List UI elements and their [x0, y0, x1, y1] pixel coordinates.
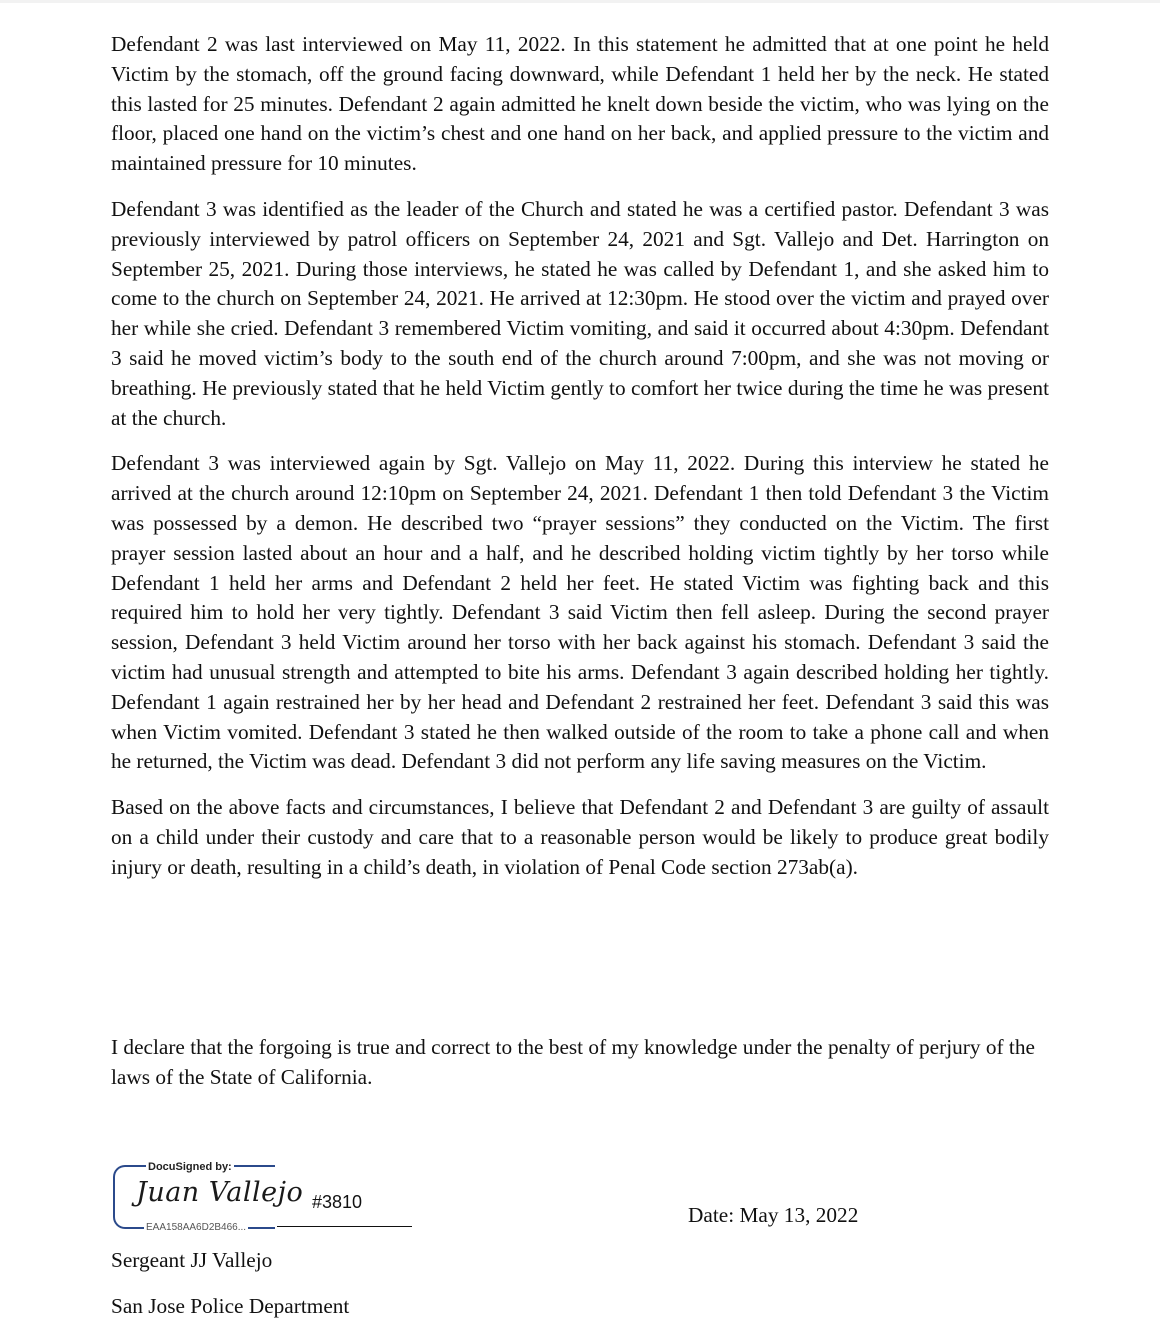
signature-line — [277, 1226, 412, 1227]
handwritten-signature: Juan Vallejo — [136, 1177, 304, 1208]
docusigned-label: DocuSigned by: — [148, 1161, 232, 1173]
docusign-envelope-id: EAA158AA6D2B466... — [146, 1222, 247, 1233]
paragraph-defendant-2-interview: Defendant 2 was last interviewed on May 11, 2022. In this statement he admitted that at one point he held Victim by the stomach, off the ground facing downward, while Defendant 1 held her by the neck. He stated this lasted for 25 minutes. Defendant 2 again admitted he knelt down beside the victim, who was lying on the floor, placed one hand on the victim’s chest and one hand on her back, and applied pressure to the victim and maintained pressure for 10 minutes. — [111, 32, 1049, 176]
paragraph-defendant-3-second-interview: Defendant 3 was interviewed again by Sgt. Vallejo on May 11, 2022. During this interview he stated he arrived at the church around 12:10pm on September 24, 2021. Defendant 1 then told Defendant 3 the Victim was possessed by a demon. He described two “prayer sessions” they conducted on the Victim. The first prayer session lasted about an hour and a half, and he described holding victim tightly by her torso while Defendant 1 held her arms and Defendant 2 held her feet. He stated Victim was fighting back and this required him to hold her very tightly. Defendant 3 said Victim then fell asleep. During the second prayer session, Defendant 3 held Victim around her torso with her back against his stomach. Defendant 3 said the victim had unusual strength and attempted to bite his arms. Defendant 3 again described holding her tightly. Defendant 1 again restrained her by her head and Defendant 2 restrained her feet. Defendant 3 said this was when Victim vomited. Defendant 3 stated he then walked outside of the room to take a phone call and when he returned, the Victim was dead. Defendant 3 did not perform any life saving measures on the Victim. — [111, 451, 1049, 774]
signature-date: Date: May 13, 2022 — [688, 1203, 859, 1227]
document-body — [111, 30, 1049, 883]
signer-name: Sergeant JJ Vallejo — [111, 1248, 273, 1272]
paragraph-defendant-3-first-interview: Defendant 3 was identified as the leader of the Church and stated he was a certified pastor. Defendant 3 was previously interviewed by patrol officers on September 24, 2021 and Sgt. Vallejo and Det. Harrington on September 25, 2021. During those interviews, he stated he was called by Defendant 1, and she asked him to come to the church on September 24, 2021. He arrived at 12:30pm. He stood over the victim and prayed over her while she cried. Defendant 3 remembered Victim vomiting, and said it occurred about 4:30pm. Defendant 3 said he moved victim’s body to the south end of the church around 7:00pm, and she was not moving or breathing. He previously stated that he held Victim gently to comfort her twice during the time he was present at the church. — [111, 196, 1049, 430]
declaration-statement: I declare that the forgoing is true and correct to the best of my knowledge under the penalty of perjury of the laws of the State of California. — [111, 1035, 1035, 1089]
paragraph-conclusion: Based on the above facts and circumstances, I believe that Defendant 2 and Defendant 3 are guilty of assault on a child under their custody and care that to a reasonable person would be likely to produce great bodily injury or death, resulting in a child’s death, in violation of Penal Code section 273ab(a). — [111, 795, 1049, 879]
signer-department: San Jose Police Department — [111, 1294, 350, 1318]
page-top-edge — [0, 0, 1160, 3]
badge-number: #3810 — [312, 1192, 363, 1212]
